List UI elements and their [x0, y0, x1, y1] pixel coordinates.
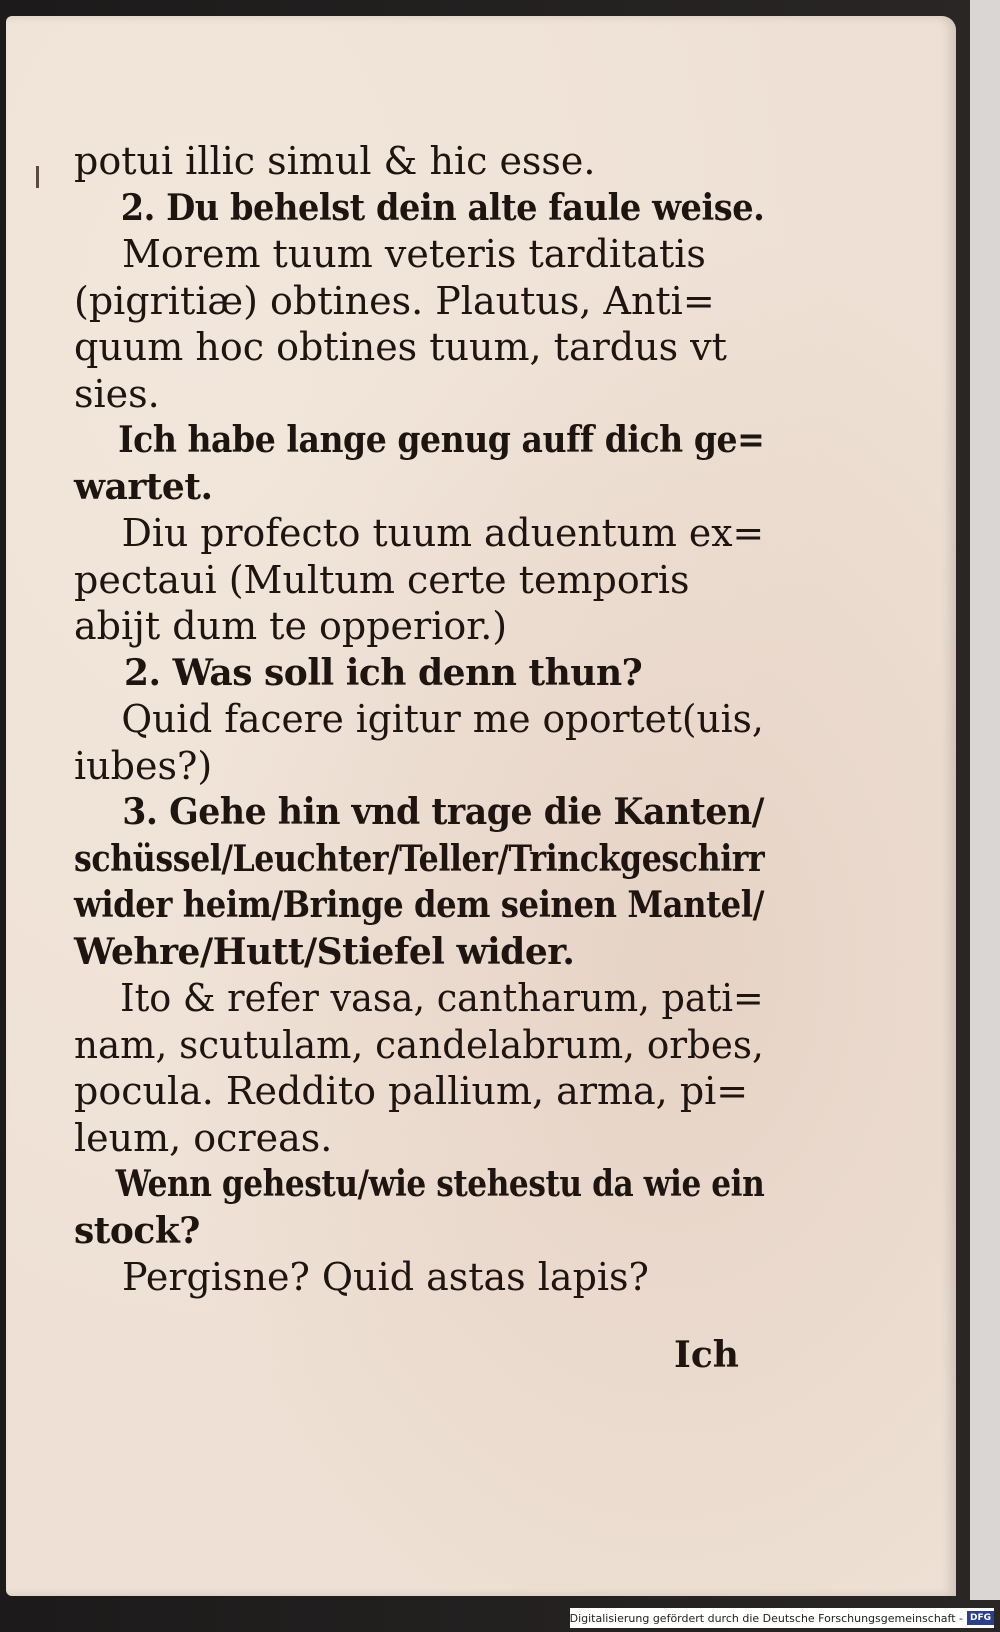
text-line: 2. Du behelst dein alte faule weise. [120, 186, 765, 229]
text-line: Ich habe lange genug auff dich ge= [118, 419, 765, 461]
text-line: abijt dum te opperior.) [74, 604, 508, 648]
text-line: Pergisne? Quid astas lapis? [122, 1255, 649, 1299]
text-line: stock? [74, 1209, 200, 1252]
text-line: iubes?) [74, 743, 213, 788]
text-line: nam, scutulam, candelabrum, orbes, [74, 1022, 764, 1067]
footer-text: Digitalisierung gefördert durch die Deutsche Forschungsgemeinschaft - [569, 1611, 963, 1625]
text-line: potui illic simul & hic esse. [74, 139, 596, 183]
scan-right-edge [970, 0, 1000, 1600]
text-line: Diu profecto tuum aduentum ex= [121, 511, 765, 555]
text-line: Ito & refer vasa, cantharum, pati= [120, 976, 764, 1020]
text-line: (pigritiæ) obtines. Plautus, Anti= [74, 278, 715, 323]
text-line: 3. Gehe hin vnd trage die Kanten/ [122, 791, 764, 833]
text-line: wartet. [74, 465, 213, 508]
text-line: Wenn gehestu/wie stehestu da wie ein [115, 1163, 765, 1205]
text-line: Quid facere igitur me oportet(uis, [121, 697, 764, 741]
text-line: Morem tuum veteris tarditatis [122, 232, 706, 276]
text-line: schüssel/Leuchter/Teller/Trinckgeschirr [74, 837, 765, 880]
text-line: pectaui (Multum certe temporis [74, 557, 690, 602]
text-line: 2. Was soll ich denn thun? [124, 651, 643, 694]
text-line: wider heim/Bringe dem seinen Mantel/ [74, 884, 764, 926]
dfg-logo: DFG [967, 1611, 994, 1625]
text-line: Wehre/Hutt/Stiefel wider. [74, 930, 575, 973]
margin-mark [36, 166, 39, 188]
catchword: Ich [674, 1334, 739, 1376]
text-line: leum, ocreas. [74, 1115, 333, 1160]
text-line: pocula. Reddito pallium, arma, pi= [74, 1069, 749, 1113]
text-line: quum hoc obtines tuum, tardus vt [74, 325, 727, 369]
digitization-credit [570, 1608, 994, 1628]
text-line: sies. [74, 371, 160, 416]
book-page [6, 16, 956, 1596]
page-text-block [74, 138, 764, 1301]
